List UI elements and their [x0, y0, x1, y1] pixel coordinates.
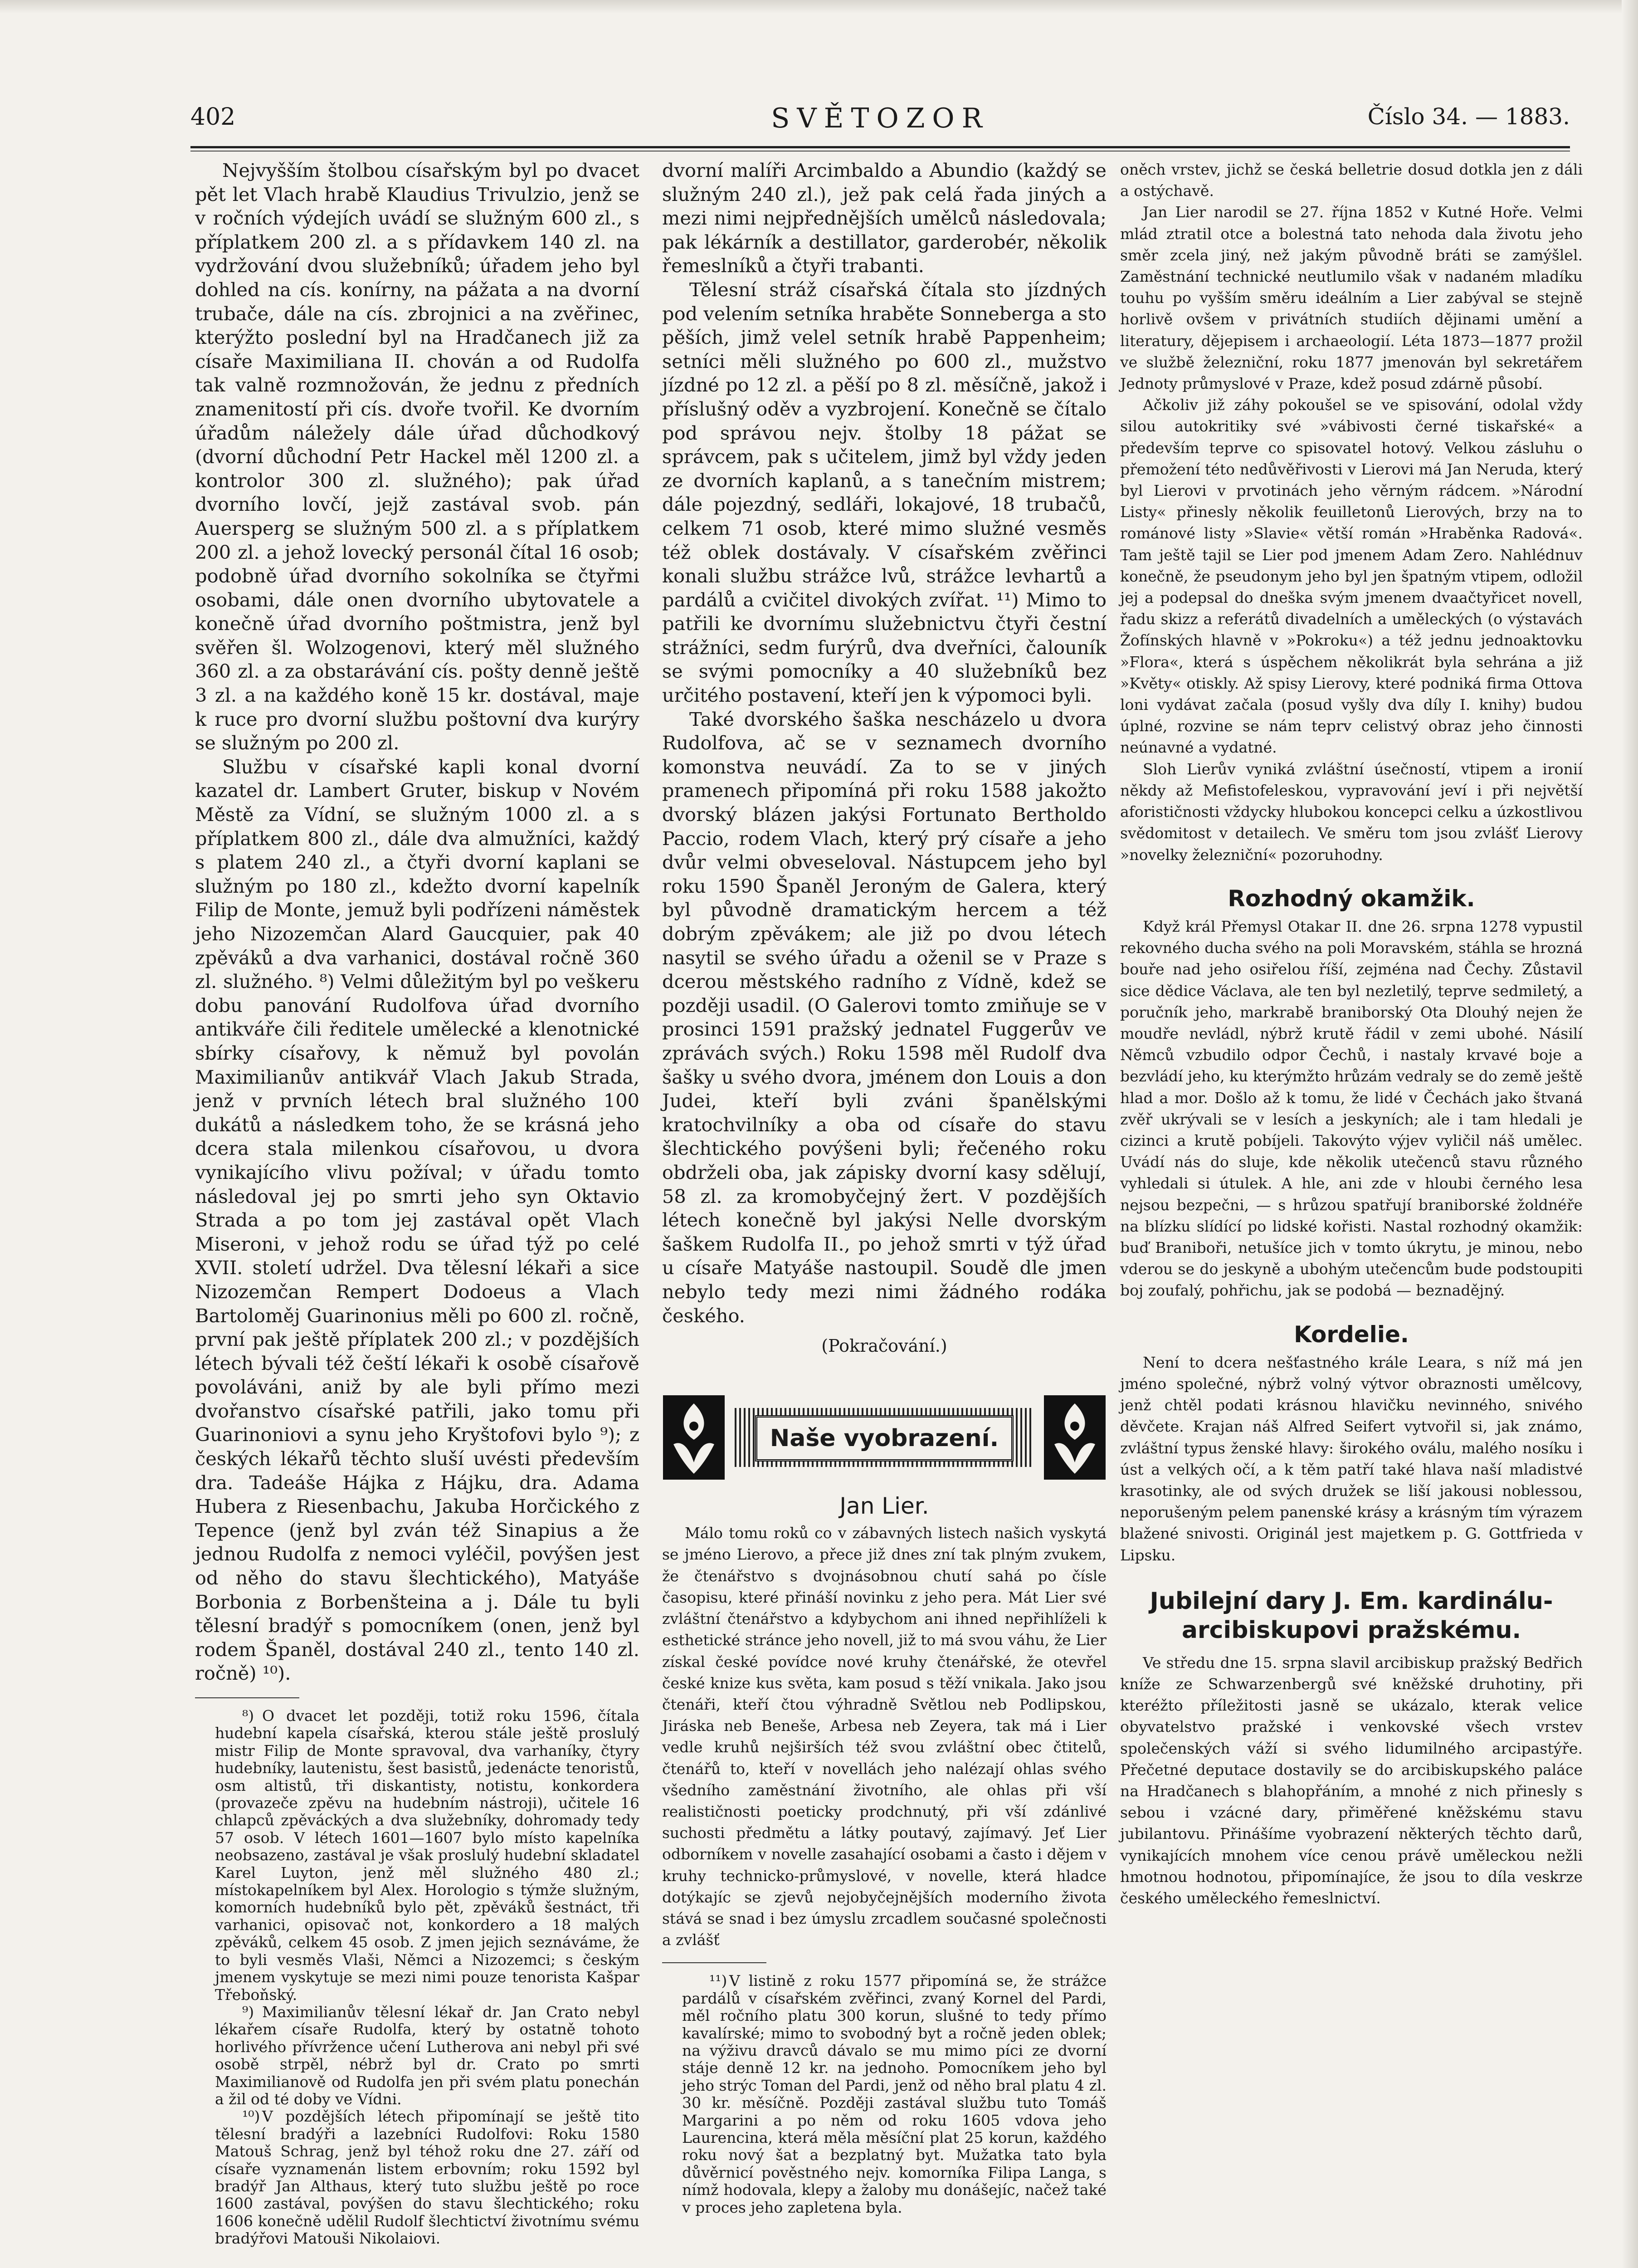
footnote-9 [195, 2004, 639, 2108]
page-right-edge [1622, 0, 1638, 2268]
paragraph-kordelie: Není to dcera nešťastného krále Leara, s níž má jen jméno společné, nýbrž volný výtvor obraznosti umělcovy, jenž chtěl podati krásnou hlavičku nevinného, snivého děvčete. Krajan náš Alfred Seifert vytvořil si, jak známo, zvláštní typus ženské hlavy: širokého oválu, malého nosíku i úst a velkých očí, a k těm patří také hlava naší mladistvé krasotinky, ale od svých družek se liší jakousi noblessou, neporušeným pelem panenské krásy a krásným tím výrazem blažené snivosti. Originál jest majetkem p. G. Gottfrieda v Lipsku. [1120, 1353, 1583, 1564]
paragraph-saska: Také dvorského šaška nescházelo u dvora Rudolfova, ač se v seznamech dvorního komonstva neuvádí. Za to se v jiných pramenech připomíná při roku 1588 jakožto dvorský blázen jakýsi Fortunato Bertholdo Paccio, rodem Vlach, který prý císaře a jeho dvůr velmi obveseloval. Nástupcem jeho byl roku 1590 Španěl Jeroným de Galera, který byl původně dramatickým hercem a též dobrým zpěvákem; ale již po dvou létech nasytil se svého úřadu a oženil se v Praze s dcerou městského radního z Vídně, kdež se později usadil. (O Galerovi tomto zmiňuje se v prosinci 1591 pražský jednatel Fuggerův ve zprávách svých.) Roku 1598 měl Rudolf dva šašky u svého dvora, jménem don Louis a don Judei, kteří byli zváni španělskými kratochvilníky a oba od císaře do stavu šlechtického povýšeni byli; řečeného roku obdrželi oba, jak zápisky dvorní kasy sdělují, 58 zl. za kromobyčejný žert. V pozdějších létech konečně byl jakýsi Nelle dvorským šaškem Rudolfa II., po jehož smrti v týž úřad u císaře Matyáše nastoupil. Soudě dle jmen nebylo tedy mezi nimi žádného rodáka českého. [662, 708, 1107, 1327]
footnote-9-text: Maximilianův tělesní lékař dr. Jan Crato nebyl lékařem císaře Rudolfa, který by ostatně tohoto horlivého přívržence učení Lutherova ani nebyl při své osobě strpěl, nébrž byl dr. Crato po smrti Maximilianově od Rudolfa jen při svém platu ponechán a žil od té doby ve Vídni. [215, 2003, 639, 2108]
header-rule-thin [190, 151, 1570, 152]
paragraph-lier-continued: oněch vrstev, jichž se česká belletrie dosud dotkla jen z dáli a ostýchavě. [1120, 161, 1583, 200]
paragraph-jubilejni: Ve středu dne 15. srpna slavil arcibiskup pražský Bedřich kníže ze Schwarzenbergů své kněžské druhotiny, při kteréžto příležitosti jasně se ukázalo, kterak velice obyvatelstvo pražské i venkovské všech vrstev společenských váží si svého lidumilného arcipastýře. Přečetné deputace dostavily se do arcibiskupského paláce na Hradčanech s blahopřáním, a mnohé z nich přinesly s sebou i vzácné dary, přiměřené kněžskému stavu jubilantovu. Přinášíme vyobrazení některých těchto darů, vynikajících mnohem více cenou právě uměleckou nežli hmotnou hodnotou, připomínajíce, že jsou to díla veskrze českého uměleckého řemeslnictví. [1120, 1653, 1583, 1907]
paragraph-lier-bio: Jan Lier narodil se 27. října 1852 v Kutné Hoře. Velmi mlád ztratil otce a bolestná tato nehoda dala životu jeho směr zcela jiný, než jakým původně bráti se zamýšlel. Zaměstnání technické neutlumilo však v nadaném mladíku touhu po vyšším směru ideálním a Lier zabýval se stejně horlivě ovšem v privátních studiích dějinami umění a literatury, dějepisem i archaeologií. Léta 1873—1877 prožil ve službě železniční, roku 1877 jmenován byl sekretářem Jednoty průmyslové v Praze, kdež posud zdárně působí. [1120, 203, 1583, 393]
footnote-8-text: O dvacet let později, totiž roku 1596, čítala hudební kapela císařská, kterou stále ještě proslulý mistr Filip de Monte spravoval, dva varhaníky, čtyry hudebníky, lautenistu, šest basistů, jedenácte tenoristů, osm altistů, tři diskantisty, notistu, konkordera (provazeče zpěvu na hudebním nástroji), učitele 16 chlapců zpěváckých a dva služebníky, dohromady tedy 57 osob. V létech 1601—1607 bylo místo kapelníka neobsazeno, zastával je však proslulý hudební skladatel Karel Luyton, jenž měl služného 480 zl.; místokapelníkem byl Alex. Horologio s týmže služným, komorních hudebníků bylo pět, zpěváků šestnáct, tři varhanici, opisovač not, konkordero a 18 malých zpěváků, celkem 45 osob. Z jmen jejich seznáváme, že to byli vesměs Vlaši, Němci a Nizozemci; s českým jmenem vyskytuje se mezi nimi pouze tenorista Kašpar Třeboňský. [215, 1707, 639, 2004]
paragraph-telesni-straz: Tělesní stráž císařská čítala sto jízdných pod velením setníka hraběte Sonneberga a sto pěších, jimž velel setník hrabě Pappenheim; setníci měli služného po 600 zl., mužstvo jízdné po 12 zl. a pěší po 8 zl. měsíčně, jakož i příslušný oděv a vyzbrojení. Konečně se čítalo pod správou nejv. štolby 18 pážat se správcem, pak s učitelem, jimž byl vždy jeden ze dvorních kaplanů, a s tanečním mistrem; dále pojezdný, sedláři, lokajové, 18 trubačů, celkem 71 osob, které mimo služné vesměs též oblek dostávaly. V císařském zvěřinci konali službu strážce lvů, strážce levhartů a pardálů a cvičitel divokých zvířat. ¹¹) Mimo to patřili ke dvornímu služebnictvu čtyři čestní strážníci, sedm furýrů, dva dveřníci, čalouník se svými pomocníky a 40 služebníků bez určitého postavení, kteří jen k výpomoci byli. [662, 278, 1107, 707]
paragraph-rozhodny: Když král Přemysl Otakar II. dne 26. srpna 1278 vypustil rekovného ducha svého na poli Moravském, stáhla se hrozná bouře nad jeho osiřelou říší, zejména nad Čechy. Zůstavil sice dědice Václava, ale ten byl nezletilý, teprve sedmiletý, a poručník jeho, markrabě braniborský Ota Dlouhý nejen že moudře nevládl, nýbrž krutě řádil v zemi ubohé. Násilí Němců vzbudilo odpor Čechů, i nastaly krvavé boje a bezvládí jeho, ku kterýmžto hrůzám vedraly se do země ještě hlad a mor. Došlo až k tomu, že lidé v Čechách jako štvaná zvěř ukrývali se v lesích a jeskyních; ale i tam hledali je cizinci a krutě pobíjeli. Takovýto výjev vyličil náš umělec. Uvádí nás do sluje, kde několik utečenců stavu různého vyhledali si útulek. A hle, ani zde v hloubi černého lesa nejsou bezpečni, — s hrůzou spatřují braniborské žoldnéře na blízku slídící po lidské kořisti. Nastal rozhodný okamžik: buď Braniboři, netušíce jich v tomto úkrytu, je minou, nebo vderou se do jeskyně a ubohým utečencům bude podstoupiti boj zoufalý, pohřichu, jak se podobá — beznadějný. [1120, 917, 1583, 1300]
footnote-mark-10: ¹⁰) [242, 2107, 260, 2126]
paragraph-jan-lier: Málo tomu roků co v zábavných listech našich vyskytá se jméno Lierovo, a přece již dnes zní tak plným zvukem, že čtenářstvo s dvojnásobnou chutí sahá po čísle časopisu, které přináší novinku z jeho pera. Mát Lier své zvláštní čtenářstvo a kdybychom ani ihned nepřihlíželi k esthetické stránce jeho novell, již to má svou váhu, že Lier získal české povídce nové kruhy čtenářské, že otevřel české knize kus světa, kam posud s těží vnikala. Jako jsou čtenáři, kteří čtou výhradně Světlou neb Podlipskou, Jiráska neb Beneše, Arbesa neb Zeyera, tak má i Lier vedle kruhů nejširších též svou zvláštní obec čtitelů, čtenářů to, kteří v novellách jeho nalézají ohlas svého všedního zaměstnání životního, ale ohlas při vší realističnosti poeticky prodchnutý, při vší zdánlivé suchosti předmětu a látky poutavý, zajímavý. Jeť Lier odborníkem v novelle zasahající osobami a často i dějem v kruhy technicko-průmyslové, v novelle, která hladce dotýkajíc se zjevů nejobyčejnějších moderního života stává se snad i bez úmyslu zrcadlem současné společnosti a zvlášť [662, 1524, 1107, 1949]
footnote-10 [195, 2108, 639, 2247]
column-middle [662, 159, 1107, 2216]
footnote-10-text: V pozdějších létech připomínají se ještě tito tělesní bradýři a lazebníci Rudolfovi: Roku 1580 Matouš Schrag, jenž byl téhož roku dne 27. září od císaře vyznamenán listem erbovním; roku 1592 byl bradýř Jan Althaus, který tuto službu ještě po roce 1600 zastával, povýšen do stavu šlechtického; roku 1606 konečně udělil Rudolf šlechtictví životnímu svému bradýřovi Matouši Nikolaiovi. [215, 2107, 639, 2248]
footnote-mark-8: ⁸) [242, 1707, 254, 1725]
footnote-mark-11: ¹¹) [709, 1972, 727, 1990]
heading-kordelie: Kordelie. [1294, 1321, 1409, 1348]
section-heading-nase-vyobrazeni: Naše vyobrazení. [755, 1415, 1014, 1461]
fleuron-left-icon [662, 1394, 726, 1481]
footnote-rule [662, 1962, 766, 1963]
page-top-edge [0, 0, 1638, 14]
fleuron-right-icon [1043, 1394, 1107, 1481]
footnote-mark-9: ⁹) [242, 2003, 254, 2021]
section-banner [662, 1394, 1107, 1485]
paragraph-kaple: Službu v císařské kapli konal dvorní kazatel dr. Lambert Gruter, biskup v Novém Městě za Vídní, se služným 1000 zl. a s příplatkem 800 zl., dále dva almužníci, každý s platem 240 zl., a čtyři dvorní kaplani se služným po 180 zl., kdežto dvorní kapelník Filip de Monte, jemuž byli podřízeni náměstek jeho Nizozemčan Alard Gaucquier, pak 40 zpěváků a dva varhanici, dostával ročně 360 zl. služného. ⁸) Velmi důležitým byl po veškeru dobu panování Rudolfova úřad dvorního antikváře čili ředitele umělecké a klenotnické sbírky císařovy, k němuž byl povolán Maximilianův antikvář Vlach Jakub Strada, jenž v prvních létech bral služného 100 dukátů a následkem toho, že se krásná jeho dcera stala milenkou císařovou, u dvora vynikajícího vlivu požíval; v úřadu tomto následoval jej po smrti jeho syn Oktavio Strada a po tom jej zastával opět Vlach Miseroni, v jehož rodu se úřad týž po celé XVII. století udržel. Dva tělesní lékaři a sice Nizozemčan Rempert Dodoeus a Vlach Bartoloměj Guarinonius měli po 600 zl. ročně, první pak ještě příplatek 200 zl.; v pozdějších létech bývali též čeští lékaři k osobě císařově povoláváni, aniž by ale byli přímo mezi dvořanstvo císařské patřili, jako tomu při Guarinoniovi a synu jeho Kryštofovi bylo ⁹); z českých lékařů těchto sluší uvésti především dra. Tadeáše Hájka z Hájku, dra. Adama Hubera z Riesenbachu, Jakuba Horčického z Tepence (jenž byl zván též Sinapius a že jednou Rudolfa z nemoci vyléčil, povýšen jest od něho do stavu šlechtického), Matyáše Borbonia z Borbenšteina a j. Dále tu byli tělesní bradýř s pomocníkem (onen, jenž byl rodem Španěl, dostával 240 zl., tento 140 zl. ročně) ¹⁰). [195, 755, 639, 1685]
paragraph-lier-style: Sloh Lierův vyniká zvláštní úsečností, vtipem a ironií někdy až Mefistofeleskou, vypravování jeví i při největší aforističnosti vždycky hlubokou koncepci celku a úzkostlivou svědomitost v detailech. Ve směru tom jsou zvlášť Lierovy »novelky železniční« pozoruhodny. [1120, 760, 1583, 864]
page-number: 402 [190, 103, 236, 131]
footnote-rule [195, 1697, 299, 1698]
paragraph-stolba: Nejvyšším štolbou císařským byl po dvacet pět let Vlach hrabě Klaudius Trivulzio, jenž se v ročních výdejích uvádí se služným 600 zl., s příplatkem 200 zl. a s přídavkem 140 zl. na vydržování dvou služebníků; úřadem jeho byl dohled na cís. konírny, na pážata a na dvorní trubače, dále na cís. zbrojnici a na zvěřinec, kterýžto poslední byl na Hradčanech již za císaře Maximiliana II. chován a od Rudolfa tak valně rozmnožován, že jednu z předních znamenitostí při cís. dvoře tvořil. Ke dvorním úřadům náležely dále úřad důchodkový (dvorní důchodní Petr Hackel měl 1200 zl. a kontrolor 300 zl. služného); pak úřad dvorního lovčí, jejž zastával svob. pán Auersperg se služným 500 zl. a s příplatkem 200 zl. a jehož lovecký personál čítal 16 osob; podobně úřad dvorního sokolníka se čtyřmi osobami, dále onen dvorního ubytovatele a konečně úřad dvorního poštmistra, jenž byl svěřen šl. Wolzogenovi, který měl služného 360 zl. a za obstarávání cís. pošty denně ještě 3 zl. a na každého koně 15 kr. dostával, maje k ruce pro dvorní službu poštovní dva kurýry se služným po 200 zl. [195, 159, 639, 754]
heading-rozhodny-okamzik: Rozhodný okamžik. [1228, 885, 1475, 912]
paragraph-lier-works: Ačkoliv již záhy pokoušel se ve spisování, odolal vždy silou autokritiky své »vábivosti černé tiskařské« a především teprve co spisovatel hotový. Velkou zásluhu o přemožení této nedůvěřivosti v Lierovi má Jan Neruda, který byl Lierovi v prvotinách jeho věrným rádcem. »Národní Listy« přinesly několik feuilletonů Lierových, brzy na to románové listy »Slavie« větší román »Hraběnka Radová«. Tam ještě tajil se Lier pod jmenem Adam Zero. Nahlédnuv konečně, že pseudonym jeho byl jen špatným vtipem, odložil jej a podepsal do dneška svým jmenem dvaačtyřicet novell, řadu skizz a referátů divadelních a uměleckých (o výstavách Žofínských hlavně v »Pokroku«) a též jednu jednoaktovku »Flora«, která s úspěchem několikrát byla sehrána a již »Květy« otiskly. Až spisy Lierovy, které podniká firma Ottova loni vydávat začala (posud vyšly dva díly I. knihy) budou úplné, rozvine se nám teprv celistvý obraz jeho činnosti neúnavné a vydatné. [1120, 396, 1583, 757]
footnote-11 [662, 1972, 1107, 2216]
issue-number: Číslo 34. — 1883. [1367, 103, 1570, 130]
header-rule [190, 146, 1570, 148]
article-jan-lier [662, 1522, 1107, 1950]
continued-note: (Pokračování.) [821, 1336, 947, 1356]
footnote-11-text: V listině z roku 1577 připomíná se, že strážce pardálů v císařském zvěřinci, zvaný Kornel del Pardi, měl ročního platu 300 korun, slušné to tedy přímo kavalírské; mimo to svobodný byt a ročně jeden oblek; na výživu dravců dávalo se mu mimo píci ze dvorní stáje denně 12 kr. na jednoho. Pomocníkem jeho byl jeho strýc Toman del Pardi, jenž od něho bral platu 4 zl. 30 kr. měsíčně. Později zastával službu tuto Tomáš Margarini a po něm od roku 1605 vdova jeho Laurencina, která měla měsíční plat 25 korun, každého roku nový šat a bezplatný byt. Mužatka tato byla důvěrnicí pověstného nejv. komorníka Filipa Langa, s nímž hodovala, klepy a žaloby mu donášejíc, načež také v proces jeho zapletena byla. [682, 1972, 1107, 2216]
paragraph-malíři: dvorní malíři Arcimbaldo a Abundio (každý se služným 240 zl.), jež pak celá řada jiných a mezi nimi nejpřednějších umělců následovala; pak lékárník a destillator, garderobér, několik řemeslníků a čtyři trabanti. [662, 159, 1107, 277]
footnote-8 [195, 1707, 639, 2004]
heading-jubilejni-dary: Jubilejní dary J. Em. kardinálu-arcibiskupovi pražskému. [1150, 1587, 1553, 1644]
column-right [1120, 159, 1583, 1909]
journal-title: SVĚTOZOR [771, 103, 990, 134]
column-left [195, 159, 639, 2248]
running-head [190, 103, 1570, 140]
article-title-jan-lier: Jan Lier. [839, 1492, 929, 1519]
